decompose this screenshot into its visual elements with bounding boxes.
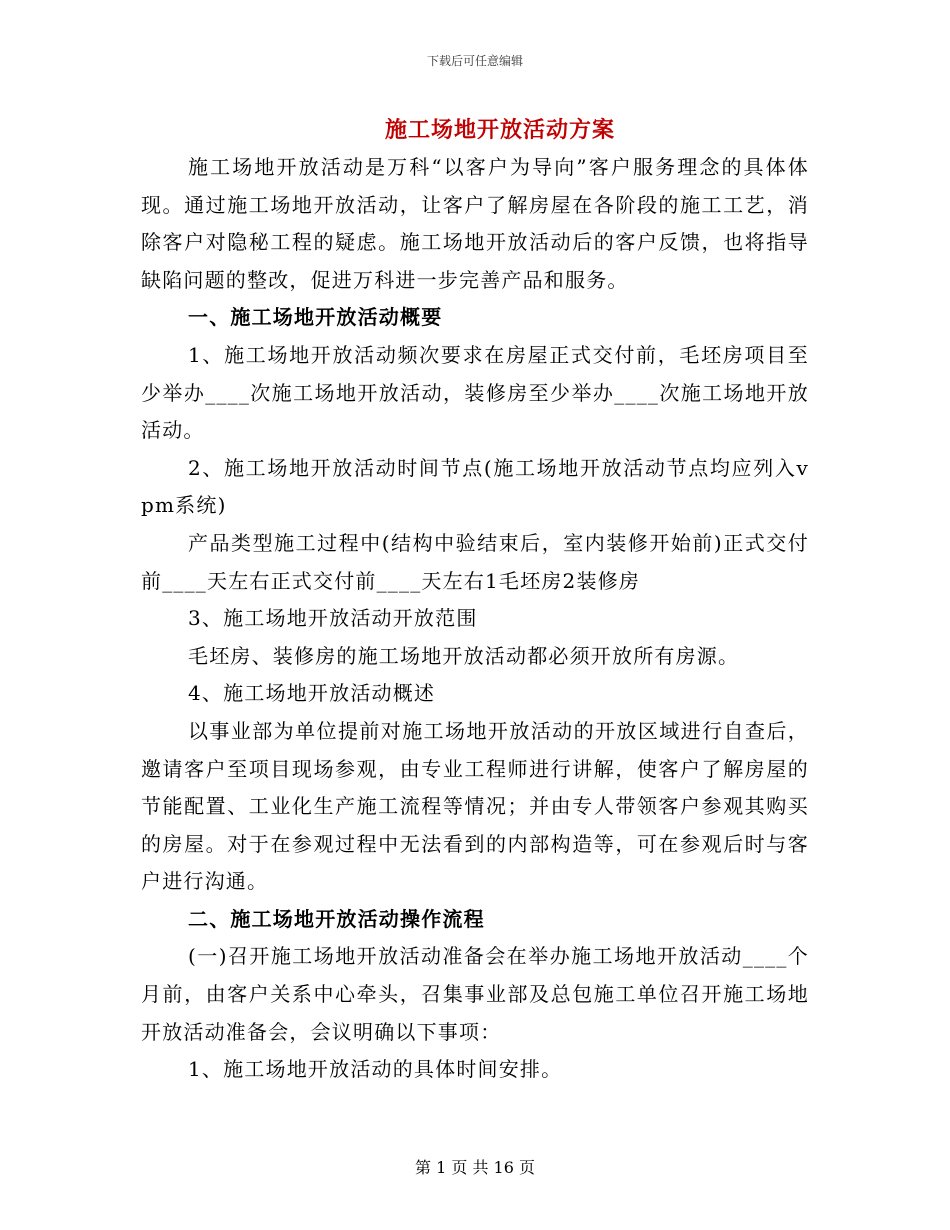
intro-paragraph: 施工场地开放活动是万科“以客户为导向”客户服务理念的具体体现。通过施工场地开放活动，让客户了解房屋在各阶段的施工工艺，消除客户对隐秘工程的疑虑。施工场地开放活动后的客户反馈，也将指导缺陷问题的整改，促进万科进一步完善产品和服务。 (141, 155, 809, 292)
document-body (141, 149, 809, 1089)
section-heading-process: 二、施工场地开放活动操作流程 (188, 906, 485, 931)
body-paragraph: 1、施工场地开放活动的具体时间安排。 (188, 1057, 563, 1082)
body-paragraph: 2、施工场地开放活动时间节点(施工场地开放活动节点均应列入vpm系统) (141, 455, 809, 518)
page-footer: 第 1 页 共 16 页 (415, 1158, 535, 1177)
body-paragraph: 4、施工场地开放活动概述 (188, 681, 436, 706)
document-title: 施工场地开放活动方案 (384, 117, 615, 143)
section-heading-overview: 一、施工场地开放活动概要 (188, 305, 443, 330)
header-note: 下载后可任意编辑 (426, 54, 523, 68)
body-paragraph: (一)召开施工场地开放活动准备会在举办施工场地开放活动____个月前，由客户关系中心牵头，召集事业部及总包施工单位召开施工场地开放活动准备会，会议明确以下事项： (141, 944, 809, 1044)
body-paragraph: 毛坯房、装修房的施工场地开放活动都必须开放所有房源。 (188, 643, 740, 668)
body-paragraph: 3、施工场地开放活动开放范围 (188, 606, 478, 631)
body-paragraph: 以事业部为单位提前对施工场地开放活动的开放区域进行自查后，邀请客户至项目现场参观，由专业工程师进行讲解，使客户了解房屋的节能配置、工业化生产施工流程等情况；并由专人带领客户参观其购买的房屋。对于在参观过程中无法看到的内部构造等，可在参观后时与客户进行沟通。 (141, 718, 809, 894)
body-paragraph: 1、施工场地开放活动频次要求在房屋正式交付前，毛坯房项目至少举办____次施工场地开放活动，装修房至少举办____次施工场地开放活动。 (141, 342, 809, 443)
body-paragraph: 产品类型施工过程中(结构中验结束后，室内装修开始前)正式交付前____天左右正式交付前____天左右1毛坯房2装修房 (141, 530, 809, 593)
